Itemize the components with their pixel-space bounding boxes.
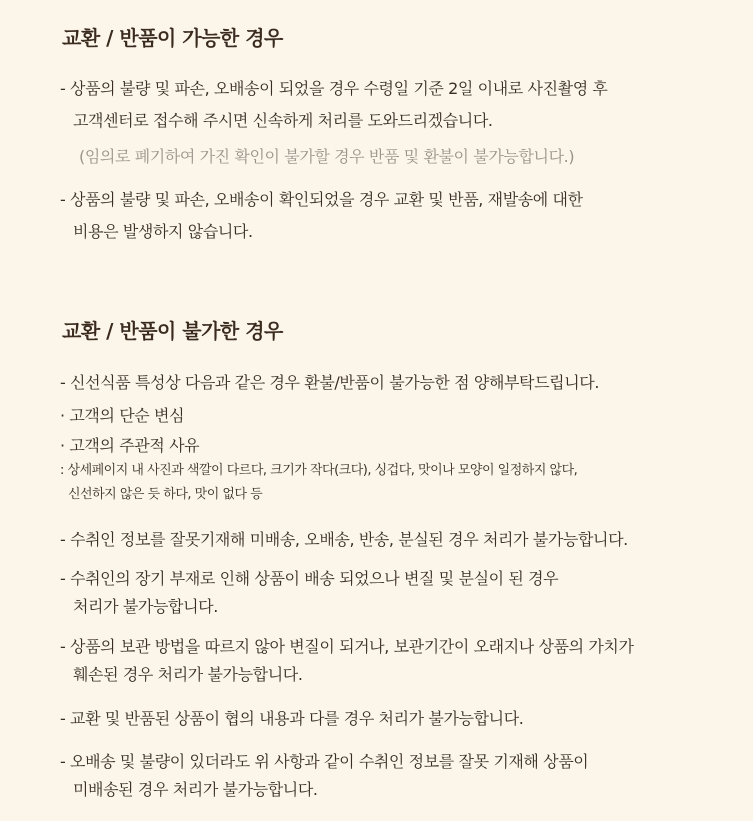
impossible-item-1-detail-2: 신선하지 않은 듯 하다, 맛이 없다 등 (68, 487, 263, 502)
impossible-item-5-line-1: - 교환 및 반품된 상품이 협의 내용과 다를 경우 처리가 불가능합니다. (60, 709, 524, 728)
impossible-item-1-sub-2: · 고객의 주관적 사유 (60, 436, 200, 455)
possible-item-2-line-2: 비용은 발생하지 않습니다. (73, 222, 253, 241)
impossible-item-6-line-2: 미배송된 경우 처리가 불가능합니다. (73, 780, 318, 799)
section-title-impossible: 교환 / 반품이 불가한 경우 (62, 319, 283, 343)
section-title-possible: 교환 / 반품이 가능한 경우 (62, 26, 283, 50)
impossible-item-3-line-2: 처리가 불가능합니다. (73, 597, 218, 616)
impossible-item-1-detail-1: : 상세페이지 내 사진과 색깔이 다르다, 크기가 작다(크다), 싱겁다, 맛이나 모양이 일정하지 않다, (60, 463, 578, 478)
impossible-item-4-line-2: 훼손된 경우 처리가 불가능합니다. (73, 665, 303, 684)
possible-item-2-line-1: - 상품의 불량 및 파손, 오배송이 확인되었을 경우 교환 및 반품, 재발송에 대한 (60, 190, 583, 209)
impossible-item-1-sub-1: · 고객의 단순 변심 (60, 406, 185, 425)
impossible-item-6-line-1: - 오배송 및 불량이 있더라도 위 사항과 같이 수취인 정보를 잘못 기재해 상품이 (60, 752, 589, 771)
impossible-item-3-line-1: - 수취인의 장기 부재로 인해 상품이 배송 되었으나 변질 및 분실이 된 경우 (60, 569, 559, 588)
impossible-item-2-line-1: - 수취인 정보를 잘못기재해 미배송, 오배송, 반송, 분실된 경우 처리가 불가능합니다. (60, 530, 628, 549)
impossible-item-1-line-1: - 신선식품 특성상 다음과 같은 경우 환불/반품이 불가능한 점 양해부탁드립니다. (60, 373, 600, 392)
possible-item-1-line-2: 고객센터로 접수해 주시면 신속하게 처리를 도와드리겠습니다. (73, 111, 493, 130)
possible-item-1-line-1: - 상품의 불량 및 파손, 오배송이 되었을 경우 수령일 기준 2일 이내로 사진촬영 후 (60, 79, 608, 98)
possible-item-1-note: (임의로 폐기하여 가진 확인이 불가할 경우 반품 및 환불이 불가능합니다.) (79, 147, 575, 166)
impossible-item-4-line-1: - 상품의 보관 방법을 따르지 않아 변질이 되거나, 보관기간이 오래지나 상품의 가치가 (60, 637, 634, 656)
